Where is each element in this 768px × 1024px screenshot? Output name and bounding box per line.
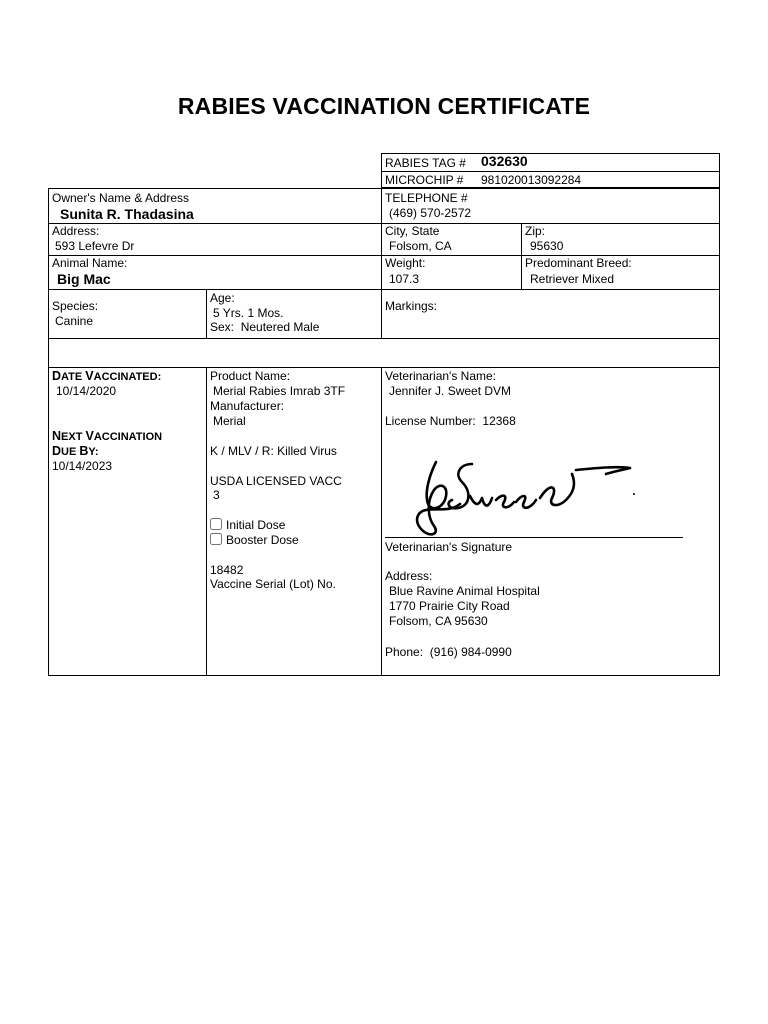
clinic-name: Blue Ravine Animal Hospital [389,584,540,598]
zip-value: 95630 [530,239,564,253]
address-value: 593 Lefevre Dr [55,239,135,253]
microchip-value: 981020013092284 [481,173,582,187]
clinic-city: Folsom, CA 95630 [389,614,488,628]
product-value: Merial Rabies Imrab 3TF [213,384,346,398]
clinic-phone-label: Phone: [385,645,424,659]
weight-value: 107.3 [389,272,420,286]
age-label: Age: [210,291,235,305]
microchip-label: MICROCHIP # [385,173,464,187]
due-by-label: DUE BY: [52,444,99,458]
weight-label: Weight: [385,256,426,270]
booster-dose-checkbox[interactable] [210,533,222,545]
serial-label: Vaccine Serial (Lot) No. [210,577,336,591]
clinic-phone-value: (916) 984-0990 [429,645,512,659]
usda-value: 3 [213,488,220,502]
animal-name-label: Animal Name: [52,256,128,270]
initial-dose-checkbox[interactable] [210,518,222,530]
clinic-phone-field [385,645,512,659]
clinic-address-label: Address: [385,569,433,583]
next-vaccination-label: NEXT VACCINATION [52,429,163,443]
species-value: Canine [55,314,94,328]
manufacturer-label: Manufacturer: [210,399,285,413]
certificate-title: RABIES VACCINATION CERTIFICATE [177,93,591,119]
owner-label: Owner's Name & Address [52,191,190,205]
usda-label: USDA LICENSED VACC [210,474,342,488]
manufacturer-value: Merial [213,414,246,428]
veterinarian-value: Jennifer J. Sweet DVM [389,384,512,398]
serial-value: 18482 [210,563,244,577]
telephone-label: TELEPHONE # [385,191,468,205]
age-value: 5 Yrs. 1 Mos. [213,306,284,320]
signature-label: Veterinarian's Signature [385,540,513,554]
product-label: Product Name: [210,369,291,383]
breed-value: Retriever Mixed [530,272,615,286]
license-field [385,414,516,428]
rabies-tag-label: RABIES TAG # [385,156,466,170]
clinic-street: 1770 Prairie City Road [389,599,510,613]
rabies-tag-value: 032630 [481,153,528,169]
license-label: License Number: [385,414,476,428]
species-label: Species: [52,299,99,313]
sex-value: Neutered Male [240,320,320,334]
vaccine-type: K / MLV / R: Killed Virus [210,444,337,458]
license-value: 12368 [482,414,516,428]
markings-label: Markings: [385,299,438,313]
telephone-value: (469) 570-2572 [389,206,472,220]
veterinarian-signature-image [400,452,660,542]
city-state-value: Folsom, CA [389,239,452,253]
sex-label: Sex: [210,320,235,334]
date-vaccinated-value: 10/14/2020 [56,384,117,398]
breed-label: Predominant Breed: [525,256,632,270]
initial-dose-label: Initial Dose [226,518,286,532]
next-vaccination-value: 10/14/2023 [52,459,113,473]
signature-line [385,537,683,538]
booster-dose-label: Booster Dose [226,533,299,547]
zip-label: Zip: [525,224,546,238]
date-vaccinated-label: DATE VACCINATED: [52,369,162,383]
owner-name: Sunita R. Thadasina [60,206,194,222]
sex-field [210,320,319,334]
animal-name-value: Big Mac [57,271,111,287]
address-label: Address: [52,224,100,238]
veterinarian-label: Veterinarian's Name: [385,369,497,383]
city-state-label: City, State [385,224,440,238]
